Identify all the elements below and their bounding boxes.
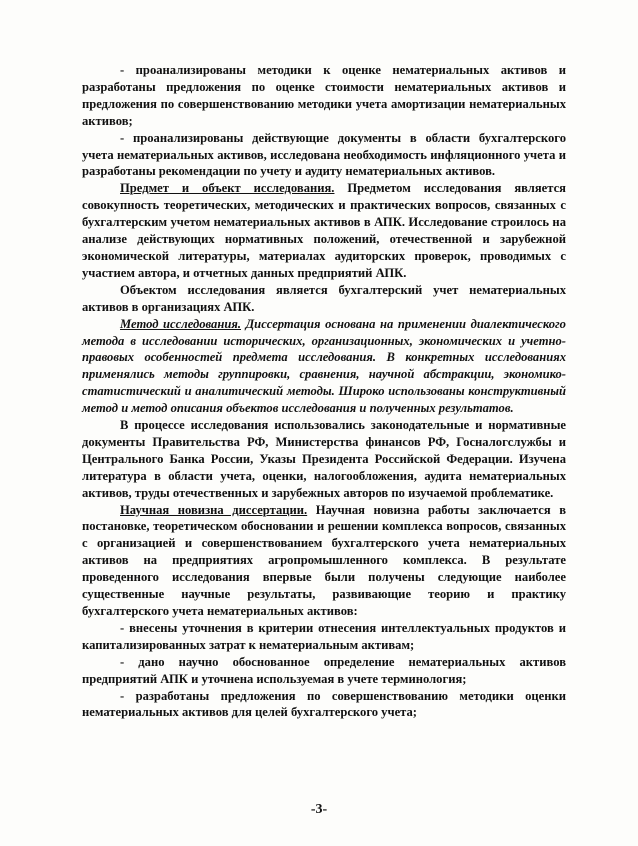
paragraph-text: Научная новизна работы заключается в постановке, теоретическом обосновании и решении комплекса вопросов, связанных с организацией и совершенствованием бухгалтерского учета нематериальных активов на предприятиях агропромышленного комплекса. В результате проведенного исследования впервые были получены следующие наиболее существенные научные результаты, развивающие теорию и практику бухгалтерского учета нематериальных активов: [82,502,566,618]
paragraph-text: - проанализированы методики к оценке нематериальных активов и разработаны предложения по оценке стоимости нематериальных активов и предложения по совершенствованию методики учета амортизации нематериальных активов; [82,63,566,128]
paragraph-documents-analysis [82,130,566,181]
paragraph-text: - разработаны предложения по совершенствованию методики оценки нематериальных активов для целей бухгалтерского учета; [82,688,566,720]
list-item [82,654,566,688]
paragraph-text: Диссертация основана на применении диалектического метода в исследовании исторических, организационных, экономических и учетно-правовых особенностей предмета исследования. В конкретных исследованиях применялись методы группировки, сравнения, научной абстракции, экономико-статистический и аналитический методы. Широко использованы конструктивный метод и метод описания объектов исследования и полученных результатов. [82,316,566,416]
paragraph-novelty [82,502,566,620]
paragraph-text: - дано научно обоснованное определение нематериальных активов предприятий АПК и уточнена используемая в учете терминология; [82,654,566,686]
paragraph-object [82,282,566,316]
paragraph-text: - проанализированы действующие документы в области бухгалтерского учета нематериальных активов, исследована необходимость инфляционного учета и разработаны рекомендации по учету и аудиту нематериальных активов. [82,130,566,179]
section-heading: Научная новизна диссертации. [120,502,308,517]
section-heading: Метод исследования. [120,316,241,331]
list-item [82,688,566,722]
section-heading: Предмет и объект исследования. [120,181,335,196]
page-number: -3- [310,802,328,817]
paragraph-methods-analysis [82,62,566,130]
paragraph-text: В процессе исследования использовались законодательные и нормативные документы Правительства РФ, Министерства финансов РФ, Госналогслужбы и Центрального Банка России, Указы Президента Российской Федерации. Изучена литература в области учета, оценки, налогообложения, аудита нематериальных активов, труды отечественных и зарубежных авторов по изучаемой проблематике. [82,418,566,500]
paragraph-text: - внесены уточнения в критерии отнесения интеллектуальных продуктов и капитализированных затрат к нематериальным активам; [82,620,566,652]
paragraph-text: Объектом исследования является бухгалтерский учет нематериальных активов в организациях АПК. [82,282,566,314]
paragraph-method [82,316,566,417]
paragraph-text: Предметом исследования является совокупность теоретических, методических и практических вопросов, связанных с бухгалтерским учетом нематериальных активов в АПК. Исследование строилось на анализе действующих нормативных положений, отечественной и зарубежной экономической литературы, материалах аудиторских проверок, проводимых с участием автора, и отчетных данных предприятий АПК. [82,181,566,280]
paragraph-sources [82,417,566,502]
paragraph-subject-object [82,180,566,281]
list-item [82,620,566,654]
